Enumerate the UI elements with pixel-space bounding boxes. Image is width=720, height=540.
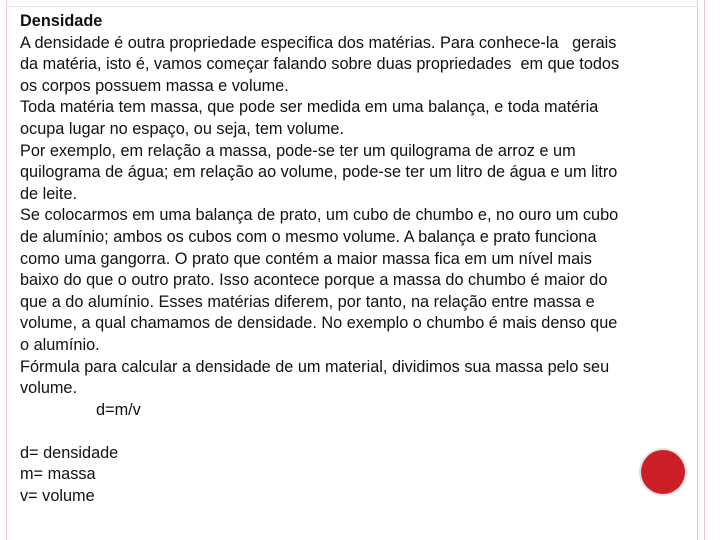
paragraph-line-1: A densidade é outra propriedade especifica dos matérias. Para conhece-la gerais bbox=[20, 33, 617, 52]
paragraph-line-6: Por exemplo, em relação a massa, pode-se ter um quilograma de arroz e um bbox=[20, 141, 576, 160]
legend-mass: m= massa bbox=[20, 465, 96, 484]
paragraph-line-3: os corpos possuem massa e volume. bbox=[20, 76, 289, 95]
density-formula: d=m/v bbox=[96, 400, 141, 419]
legend-volume: v= volume bbox=[20, 487, 95, 506]
red-circle-decoration bbox=[641, 450, 685, 494]
paragraph-line-14: volume, a qual chamamos de densidade. No exemplo o chumbo é mais denso que bbox=[20, 314, 618, 333]
slide-frame-top-border bbox=[6, 6, 698, 7]
paragraph-line-8: de leite. bbox=[20, 184, 78, 203]
slide-frame-right-inner-border bbox=[704, 0, 705, 540]
slide-frame-left-border bbox=[6, 0, 7, 540]
paragraph-line-13: que a do alumínio. Esses matérias diferem, por tanto, na relação entre massa e bbox=[20, 292, 595, 311]
paragraph-line-5: ocupa lugar no espaço, ou seja, tem volume. bbox=[20, 119, 345, 138]
paragraph-line-4: Toda matéria tem massa, que pode ser medida em uma balança, e toda matéria bbox=[20, 98, 599, 117]
paragraph-line-11: como uma gangorra. O prato que contém a maior massa fica em um nível mais bbox=[20, 249, 592, 268]
paragraph-line-12: baixo do que o outro prato. Isso acontece porque a massa do chumbo é maior do bbox=[20, 271, 608, 290]
paragraph-line-10: de alumínio; ambos os cubos com o mesmo volume. A balança e prato funciona bbox=[20, 227, 597, 246]
paragraph-line-16: Fórmula para calcular a densidade de um material, dividimos sua massa pelo seu bbox=[20, 357, 610, 376]
slide-frame-right-border bbox=[697, 0, 698, 540]
paragraph-line-9: Se colocarmos em uma balança de prato, um cubo de chumbo e, no ouro um cubo bbox=[20, 206, 619, 225]
paragraph-line-15: o alumínio. bbox=[20, 335, 100, 354]
blank-line bbox=[20, 421, 688, 443]
paragraph-line-7: quilograma de água; em relação ao volume, pode-se ter um litro de água e um litro bbox=[20, 163, 618, 182]
paragraph-line-2: da matéria, isto é, vamos começar falando sobre duas propriedades em que todos bbox=[20, 55, 620, 74]
legend-density: d= densidade bbox=[20, 443, 119, 462]
document-body bbox=[20, 11, 688, 508]
document-title: Densidade bbox=[20, 12, 103, 30]
paragraph-line-17: volume. bbox=[20, 379, 78, 398]
